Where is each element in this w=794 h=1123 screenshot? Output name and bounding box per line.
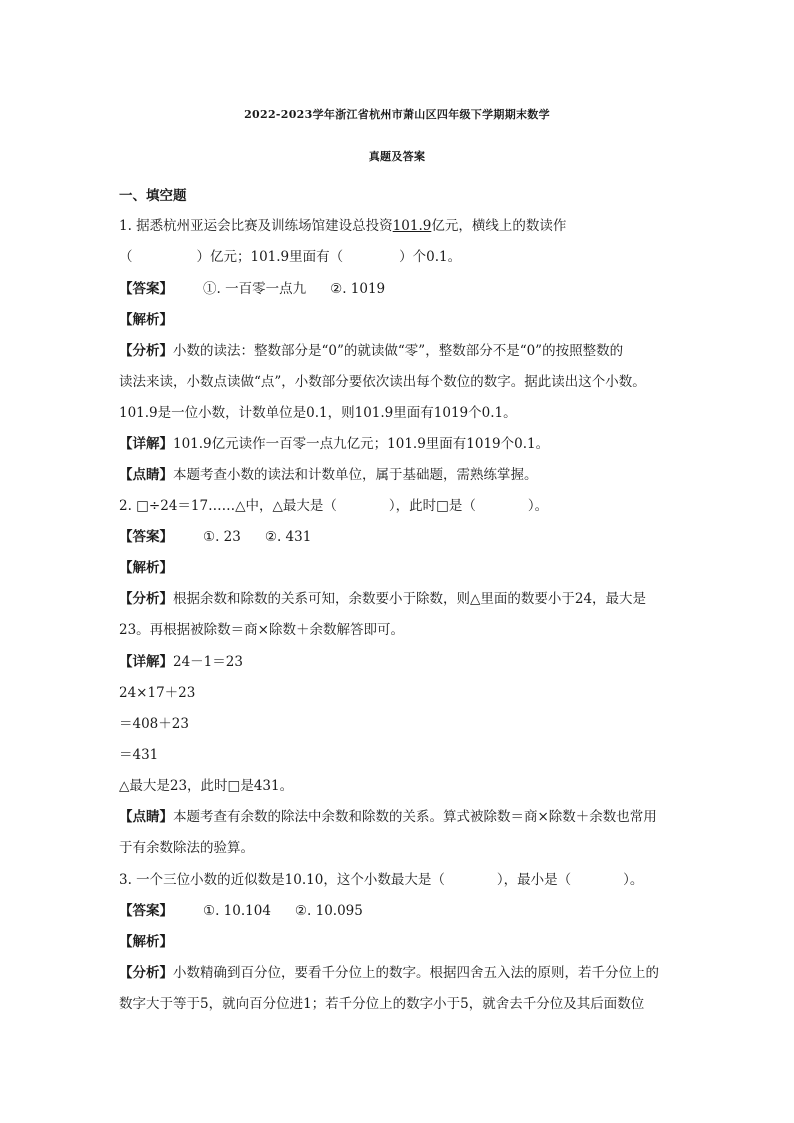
q2-stem	[119, 497, 679, 515]
q3-fenxi-line2: 数字大于等于5，就向百分位进1；若千分位上的数字小于5，就舍去千分位及其后面数位	[119, 996, 645, 1012]
q1-answer	[119, 280, 679, 298]
q2-stem-3: ）。	[527, 498, 549, 514]
q1-stem-end: ）个0.1。	[399, 249, 462, 265]
q1-fenxi-line1	[119, 342, 679, 360]
q1-fenxi-text1: 小数的读法：整数部分是“0”的就读做“零”，整数部分不是“0”的按照整数的	[173, 343, 624, 359]
q2-dianjing-line1	[119, 808, 679, 826]
fenxi-tag: 【分析】	[119, 965, 173, 981]
q3-answer-2: ②. 10.095	[294, 903, 363, 919]
q3-stem-3: ）。	[623, 872, 644, 888]
answer-tag: 【答案】	[119, 281, 173, 297]
q3-fenxi-line1	[119, 964, 679, 982]
q1-analysis-tag: 【解析】	[119, 312, 173, 328]
q1-blank-open: （	[119, 249, 133, 265]
q1-fenxi-line3: 101.9是一位小数，计数单位是0.1，则101.9里面有1019个0.1。	[119, 405, 517, 421]
answer-tag: 【答案】	[119, 529, 173, 545]
q2-conclusion: △最大是23，此时□是431。	[119, 778, 294, 794]
document-title-line2: 真题及答案	[368, 150, 426, 163]
q2-dianjing-text1: 本题考查有余数的除法中余数和除数的关系。算式被除数＝商×除数＋余数也常用	[173, 809, 657, 825]
q2-calc-line2: ＝408＋23	[119, 716, 189, 732]
section-heading: 一、填空题	[119, 188, 187, 204]
q3-answer	[119, 902, 679, 920]
q2-calc-line3: ＝431	[119, 747, 159, 763]
q2-fenxi-text1: 根据余数和除数的关系可知，余数要小于除数，则△里面的数要小于24，最大是	[173, 591, 647, 607]
q2-calc-line1: 24×17＋23	[119, 685, 196, 701]
q1-stem-line2	[119, 248, 679, 266]
fenxi-tag: 【分析】	[119, 591, 173, 607]
dianjing-tag: 【点睛】	[119, 467, 173, 483]
document-title-line1: 2022-2023学年浙江省杭州市萧山区四年级下学期期末数学	[244, 108, 550, 121]
q2-answer-1: ①. 23	[203, 529, 241, 545]
answer-tag: 【答案】	[119, 903, 173, 919]
q3-stem-2: ），最小是（	[496, 872, 572, 888]
q1-dianjing	[119, 466, 679, 484]
xiangjie-tag: 【详解】	[119, 654, 173, 670]
q3-fenxi-text1: 小数精确到百分位，要看千分位上的数字。根据四舍五入法的原则，若千分位上的	[173, 965, 659, 981]
q2-answer	[119, 528, 679, 546]
q1-fenxi-line2: 读法来读，小数点读做“点”，小数部分要依次读出每个数位的数字。据此读出这个小数。	[119, 374, 646, 390]
q1-xiangjie	[119, 435, 679, 453]
q2-analysis-tag: 【解析】	[119, 560, 173, 576]
q1-stem-line1	[119, 217, 679, 235]
q3-stem-1: 3. 一个三位小数的近似数是10.10，这个小数最大是（	[119, 872, 445, 888]
q2-fenxi-line2: 23。再根据被除数＝商×除数＋余数解答即可。	[119, 622, 404, 638]
q1-underlined-number: 101.9	[392, 218, 432, 234]
q1-xiangjie-text: 101.9亿元读作一百零一点九亿元；101.9里面有1019个0.1。	[173, 436, 550, 452]
q2-answer-2: ②. 431	[264, 529, 312, 545]
q2-xiangjie-text: 24－1＝23	[173, 654, 243, 670]
q2-dianjing-line2: 于有余数除法的验算。	[119, 840, 254, 856]
dianjing-tag: 【点睛】	[119, 809, 173, 825]
q2-fenxi-line1	[119, 590, 679, 608]
q1-answer-2: ②. 1019	[330, 281, 386, 297]
q2-xiangjie	[119, 653, 679, 671]
q2-stem-1: 2. □÷24＝17……△中，△最大是（	[119, 498, 337, 514]
q1-stem-post: 亿元，横线上的数读作	[431, 218, 567, 234]
q1-dianjing-text: 本题考查小数的读法和计数单位，属于基础题，需熟练掌握。	[173, 467, 538, 483]
fenxi-tag: 【分析】	[119, 343, 173, 359]
q1-stem-pre: 1. 据悉杭州亚运会比赛及训练场馆建设总投资	[119, 218, 393, 234]
xiangjie-tag: 【详解】	[119, 436, 173, 452]
q2-stem-2: ），此时□是（	[388, 498, 476, 514]
q3-analysis-tag: 【解析】	[119, 934, 173, 950]
q3-answer-1: ①. 10.104	[203, 903, 271, 919]
q1-stem-mid: ）亿元；101.9里面有（	[196, 249, 344, 265]
q3-stem	[119, 871, 679, 889]
q1-answer-1: ①. 一百零一点九	[203, 281, 307, 297]
